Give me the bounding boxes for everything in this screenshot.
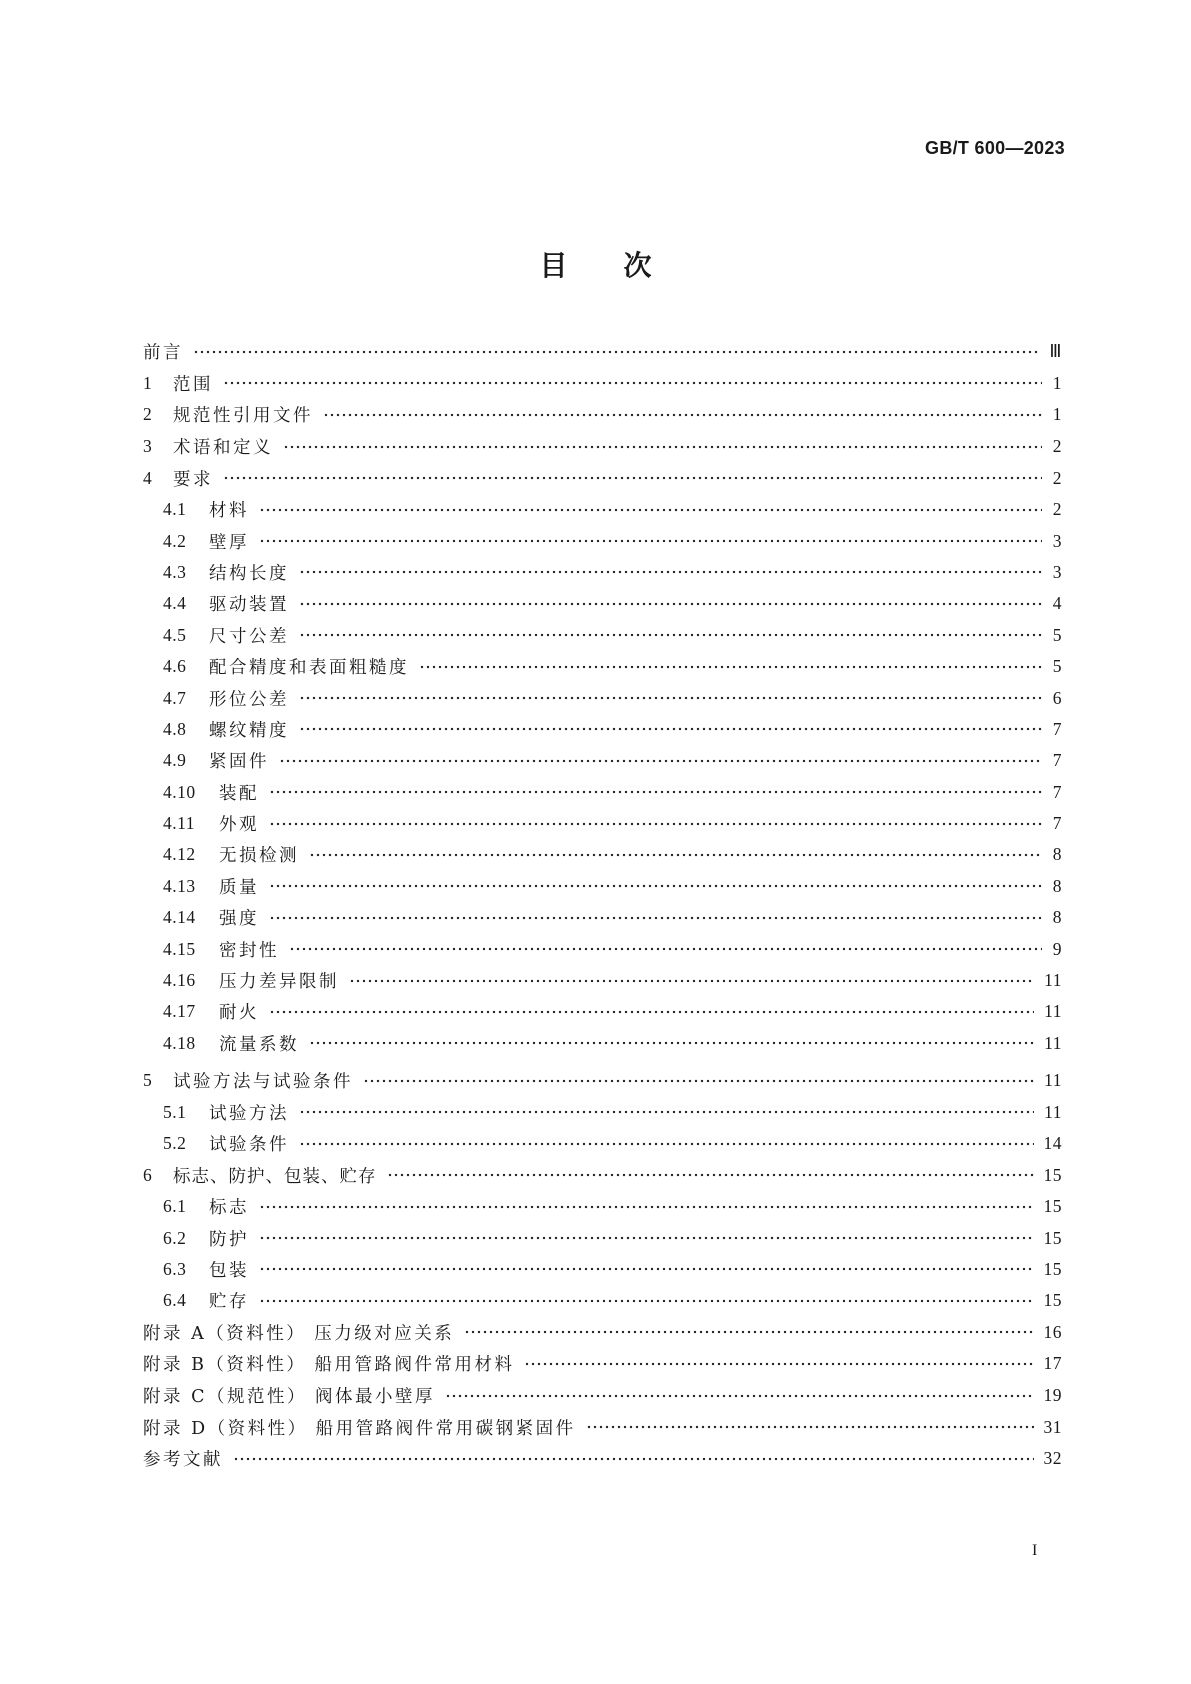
toc-entry-number: 4.8 bbox=[163, 718, 187, 739]
toc-entry-page: 5 bbox=[1052, 656, 1062, 677]
toc-entry[interactable] bbox=[143, 871, 1062, 902]
toc-entry-number: 6.1 bbox=[163, 1196, 187, 1217]
toc-entry-number: 4.13 bbox=[163, 875, 196, 896]
toc-entry-number: 4.11 bbox=[163, 813, 195, 834]
toc-entry[interactable] bbox=[143, 1411, 1062, 1443]
toc-entry-number: 4.6 bbox=[163, 656, 187, 677]
toc-entry-title: 驱动装置 bbox=[209, 595, 289, 616]
toc-entry-page: Ⅲ bbox=[1049, 341, 1062, 362]
toc-entry-page: 4 bbox=[1052, 593, 1062, 614]
toc-entry-number: 4.1 bbox=[163, 499, 187, 520]
toc-entry-page: 8 bbox=[1052, 844, 1062, 865]
toc-entry-page: 31 bbox=[1043, 1416, 1062, 1437]
toc-entry-title: 附录 B（资料性） 船用管路阀件常用材料 bbox=[143, 1355, 515, 1376]
toc-leader-dots bbox=[299, 600, 1042, 608]
toc-entry-page: 8 bbox=[1052, 875, 1062, 896]
toc-entry-number: 6.2 bbox=[163, 1227, 187, 1248]
toc-entry-page: 19 bbox=[1043, 1385, 1062, 1406]
toc-entry-page: 11 bbox=[1044, 1032, 1062, 1053]
toc-entry-page: 15 bbox=[1043, 1164, 1062, 1185]
toc-entry-number: 1 bbox=[143, 372, 153, 393]
toc-leader-dots bbox=[279, 757, 1042, 765]
toc-entry[interactable] bbox=[143, 1285, 1062, 1316]
toc-entry-title: 包装 bbox=[209, 1260, 249, 1281]
toc-entry[interactable] bbox=[143, 933, 1062, 964]
toc-entry-page: 16 bbox=[1043, 1321, 1062, 1342]
toc-entry[interactable] bbox=[143, 399, 1062, 431]
toc-entry-title: 结构长度 bbox=[209, 563, 289, 584]
toc-entry-title: 防护 bbox=[209, 1229, 249, 1250]
toc-leader-dots bbox=[299, 1108, 1034, 1116]
toc-entry[interactable] bbox=[143, 682, 1062, 713]
footer-page-number: I bbox=[1032, 1542, 1038, 1559]
toc-leader-dots bbox=[419, 663, 1042, 671]
toc-entry-number: 4.12 bbox=[163, 844, 196, 865]
toc-entry-title: 装配 bbox=[219, 783, 259, 804]
toc-leader-dots bbox=[387, 1171, 1034, 1179]
toc-entry-page: 14 bbox=[1043, 1133, 1062, 1154]
toc-entry[interactable] bbox=[143, 1097, 1062, 1128]
toc-entry[interactable] bbox=[143, 1128, 1062, 1159]
toc-entry[interactable] bbox=[143, 1254, 1062, 1285]
toc-entry-title: 流量系数 bbox=[219, 1034, 299, 1055]
toc-leader-dots bbox=[269, 788, 1042, 796]
toc-leader-dots bbox=[269, 1008, 1034, 1016]
toc-leader-dots bbox=[586, 1423, 1034, 1431]
toc-entry-page: 6 bbox=[1052, 687, 1062, 708]
toc-entry[interactable] bbox=[143, 620, 1062, 651]
toc-leader-dots bbox=[259, 537, 1042, 545]
toc-leader-dots bbox=[269, 820, 1042, 828]
toc-entry-page: 15 bbox=[1043, 1227, 1062, 1248]
toc-entry-page: 15 bbox=[1043, 1290, 1062, 1311]
toc-entry[interactable] bbox=[143, 1317, 1062, 1349]
toc-leader-dots bbox=[259, 506, 1042, 514]
toc-entry-page: 15 bbox=[1043, 1258, 1062, 1279]
toc-leader-dots bbox=[269, 882, 1042, 890]
toc-leader-dots bbox=[259, 1234, 1034, 1242]
toc-entry-title: 材料 bbox=[209, 501, 249, 522]
toc-entry-page: 1 bbox=[1052, 404, 1062, 425]
toc-leader-dots bbox=[323, 411, 1042, 419]
toc-entry-title: 术语和定义 bbox=[173, 438, 273, 459]
toc-entry-title: 规范性引用文件 bbox=[173, 406, 313, 427]
toc-entry-number: 5 bbox=[143, 1070, 153, 1091]
toc-leader-dots bbox=[445, 1392, 1033, 1400]
toc-leader-dots bbox=[259, 1265, 1034, 1273]
toc-entry[interactable] bbox=[143, 745, 1062, 776]
toc-entry[interactable] bbox=[143, 1380, 1062, 1412]
toc-entry-title: 标志 bbox=[209, 1198, 249, 1219]
toc-entry[interactable] bbox=[143, 1443, 1062, 1475]
toc-entry-page: 3 bbox=[1052, 530, 1062, 551]
toc-entry[interactable] bbox=[143, 1028, 1062, 1059]
toc-entry[interactable] bbox=[143, 902, 1062, 933]
toc-entry-number: 4.4 bbox=[163, 593, 187, 614]
toc-entry[interactable] bbox=[143, 1222, 1062, 1253]
toc-entry-title: 配合精度和表面粗糙度 bbox=[209, 658, 409, 679]
toc-leader-dots bbox=[283, 443, 1042, 451]
toc-leader-dots bbox=[269, 914, 1042, 922]
toc-entry-title: 要求 bbox=[173, 469, 213, 490]
toc-entry-title: 质量 bbox=[219, 877, 259, 898]
toc-entry-page: 7 bbox=[1052, 750, 1062, 771]
toc-leader-dots bbox=[299, 725, 1042, 733]
toc-entry-title: 外观 bbox=[219, 815, 259, 836]
toc-leader-dots bbox=[289, 945, 1042, 953]
toc-entry-page: 8 bbox=[1052, 907, 1062, 928]
toc-entry-page: 2 bbox=[1052, 499, 1062, 520]
toc-entry-number: 4.10 bbox=[163, 781, 196, 802]
toc-entry-title: 附录 D（资料性） 船用管路阀件常用碳钢紧固件 bbox=[143, 1418, 576, 1439]
toc-leader-dots bbox=[299, 694, 1042, 702]
toc-entry-title: 压力差异限制 bbox=[219, 972, 339, 993]
toc-entry[interactable] bbox=[143, 839, 1062, 870]
toc-entry-title: 试验条件 bbox=[209, 1135, 289, 1156]
toc-entry-title: 尺寸公差 bbox=[209, 626, 289, 647]
toc-leader-dots bbox=[223, 379, 1042, 387]
toc-leader-dots bbox=[233, 1455, 1034, 1463]
toc-entry[interactable] bbox=[143, 996, 1062, 1027]
toc-entry[interactable] bbox=[143, 336, 1062, 368]
toc-entry-page: 15 bbox=[1043, 1196, 1062, 1217]
toc-entry-title: 标志、防护、包装、贮存 bbox=[173, 1166, 377, 1187]
toc-entry[interactable] bbox=[143, 525, 1062, 556]
toc-leader-dots bbox=[223, 474, 1042, 482]
toc-entry[interactable] bbox=[143, 588, 1062, 619]
toc-entry[interactable] bbox=[143, 368, 1062, 400]
toc-entry[interactable] bbox=[143, 1065, 1062, 1097]
toc-entry-title: 强度 bbox=[219, 909, 259, 930]
toc-entry[interactable] bbox=[143, 1159, 1062, 1191]
toc-entry-number: 6.4 bbox=[163, 1290, 187, 1311]
toc-entry-title: 无损检测 bbox=[219, 846, 299, 867]
toc-entry-page: 2 bbox=[1052, 436, 1062, 457]
toc-leader-dots bbox=[309, 1039, 1034, 1047]
toc-entry-page: 32 bbox=[1043, 1448, 1062, 1469]
toc-entry-number: 6 bbox=[143, 1164, 153, 1185]
toc-entry-title: 附录 A（资料性） 压力级对应关系 bbox=[143, 1323, 455, 1344]
toc-entry-number: 4.15 bbox=[163, 938, 196, 959]
toc-entry-title: 前言 bbox=[143, 343, 183, 364]
toc-entry-title: 螺纹精度 bbox=[209, 720, 289, 741]
toc-entry[interactable] bbox=[143, 714, 1062, 745]
toc-entry-number: 4.2 bbox=[163, 530, 187, 551]
toc-entry-number: 4.7 bbox=[163, 687, 187, 708]
toc-entry[interactable] bbox=[143, 965, 1062, 996]
toc-entry-title: 试验方法 bbox=[209, 1103, 289, 1124]
toc-entry-number: 4.17 bbox=[163, 1001, 196, 1022]
toc-entry-number: 4.16 bbox=[163, 970, 196, 991]
toc-entry-page: 1 bbox=[1052, 372, 1062, 393]
toc-entry-page: 17 bbox=[1043, 1353, 1062, 1374]
toc-entry-page: 3 bbox=[1052, 561, 1062, 582]
toc-leader-dots bbox=[309, 851, 1042, 859]
toc-entry[interactable] bbox=[143, 557, 1062, 588]
toc-leader-dots bbox=[363, 1077, 1034, 1085]
toc-entry-page: 9 bbox=[1052, 938, 1062, 959]
toc-title: 目次 bbox=[539, 249, 708, 282]
toc-leader-dots bbox=[259, 1203, 1034, 1211]
toc-entry-number: 4.9 bbox=[163, 750, 187, 771]
toc-list bbox=[143, 336, 1062, 1475]
toc-entry-number: 6.3 bbox=[163, 1258, 187, 1279]
toc-entry[interactable] bbox=[143, 462, 1062, 494]
toc-entry-page: 7 bbox=[1052, 718, 1062, 739]
toc-entry[interactable] bbox=[143, 1191, 1062, 1222]
toc-entry-number: 5.1 bbox=[163, 1101, 187, 1122]
toc-entry-number: 3 bbox=[143, 436, 153, 457]
toc-leader-dots bbox=[259, 1297, 1034, 1305]
toc-entry-title: 形位公差 bbox=[209, 689, 289, 710]
toc-entry[interactable] bbox=[143, 494, 1062, 525]
toc-entry-title: 密封性 bbox=[219, 940, 279, 961]
toc-entry[interactable] bbox=[143, 808, 1062, 839]
toc-entry-page: 5 bbox=[1052, 624, 1062, 645]
toc-entry-number: 5.2 bbox=[163, 1133, 187, 1154]
toc-entry-number: 2 bbox=[143, 404, 153, 425]
toc-entry-page: 11 bbox=[1044, 1101, 1062, 1122]
toc-entry-page: 11 bbox=[1044, 970, 1062, 991]
toc-entry-page: 7 bbox=[1052, 781, 1062, 802]
toc-entry-title: 附录 C（规范性） 阀体最小壁厚 bbox=[143, 1387, 436, 1408]
toc-entry-number: 4.3 bbox=[163, 561, 187, 582]
toc-entry-number: 4.18 bbox=[163, 1032, 196, 1053]
toc-entry-title: 贮存 bbox=[209, 1292, 249, 1313]
toc-leader-dots bbox=[299, 631, 1042, 639]
toc-entry[interactable] bbox=[143, 1348, 1062, 1380]
toc-entry-title: 试验方法与试验条件 bbox=[173, 1072, 353, 1093]
toc-entry[interactable] bbox=[143, 776, 1062, 807]
toc-entry-page: 11 bbox=[1044, 1070, 1062, 1091]
toc-leader-dots bbox=[299, 568, 1042, 576]
toc-entry-number: 4.14 bbox=[163, 907, 196, 928]
toc-leader-dots bbox=[349, 977, 1034, 985]
standard-code: GB/T 600—2023 bbox=[925, 138, 1065, 158]
toc-leader-dots bbox=[299, 1140, 1034, 1148]
toc-leader-dots bbox=[193, 348, 1039, 356]
toc-entry-title: 壁厚 bbox=[209, 532, 249, 553]
toc-leader-dots bbox=[524, 1360, 1033, 1368]
toc-leader-dots bbox=[464, 1328, 1033, 1336]
toc-entry[interactable] bbox=[143, 431, 1062, 463]
toc-entry-title: 范围 bbox=[173, 374, 213, 395]
toc-entry-title: 紧固件 bbox=[209, 752, 269, 773]
toc-entry-page: 2 bbox=[1052, 467, 1062, 488]
toc-entry-title: 参考文献 bbox=[143, 1450, 223, 1471]
toc-entry-page: 7 bbox=[1052, 813, 1062, 834]
toc-entry[interactable] bbox=[143, 651, 1062, 682]
toc-entry-number: 4.5 bbox=[163, 624, 187, 645]
toc-entry-title: 耐火 bbox=[219, 1003, 259, 1024]
toc-entry-page: 11 bbox=[1044, 1001, 1062, 1022]
toc-entry-number: 4 bbox=[143, 467, 153, 488]
